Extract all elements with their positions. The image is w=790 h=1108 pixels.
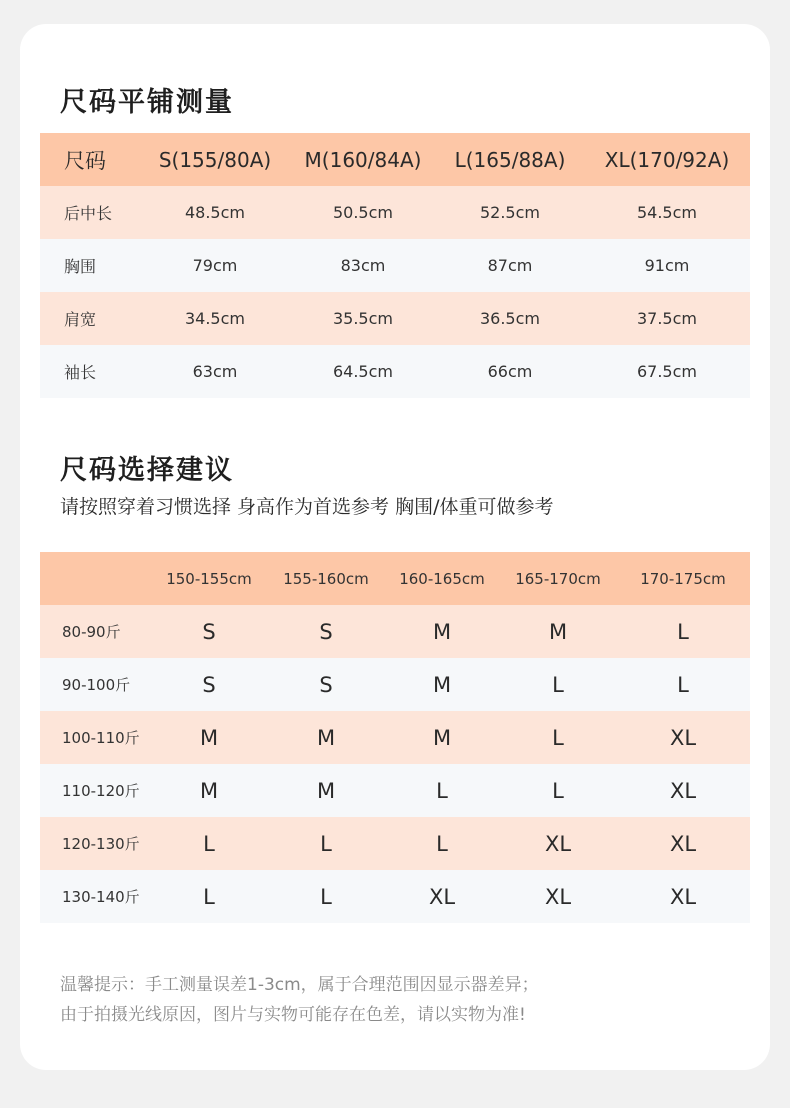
- suggest-header-height: 155-160cm: [283, 569, 369, 588]
- size-cell: L: [320, 884, 332, 909]
- table-cell: 66cm: [487, 362, 533, 381]
- measure-table: [40, 133, 750, 398]
- table-cell: 91cm: [644, 256, 690, 275]
- row-label: 后中长: [64, 204, 113, 223]
- suggest-subtitle: 请按照穿着习惯选择 身高作为首选参考 胸围/体重可做参考: [60, 496, 554, 518]
- table-cell: 67.5cm: [636, 362, 697, 381]
- size-cell: S: [319, 672, 333, 697]
- size-cell: M: [432, 672, 452, 697]
- table-cell: 36.5cm: [479, 309, 540, 328]
- table-row: [40, 658, 750, 711]
- tips-line-1: 温馨提示：手工测量误差1-3cm，属于合理范围因显示器差异；: [60, 975, 539, 995]
- size-cell: M: [432, 725, 452, 750]
- suggest-header-height: 160-165cm: [399, 569, 485, 588]
- size-cell: XL: [669, 725, 697, 750]
- size-cell: M: [316, 778, 336, 803]
- size-cell: XL: [669, 884, 697, 909]
- weight-label: 110-120斤: [62, 782, 140, 800]
- size-cell: M: [548, 619, 568, 644]
- measure-row-sleeve: [40, 345, 750, 398]
- measure-header-xl: XL(170/92A): [604, 147, 730, 172]
- size-cell: L: [552, 672, 564, 697]
- size-cell: S: [202, 619, 216, 644]
- table-cell: 79cm: [192, 256, 238, 275]
- table-cell: 34.5cm: [184, 309, 245, 328]
- suggest-header-height: 170-175cm: [640, 569, 726, 588]
- size-cell: XL: [544, 831, 572, 856]
- table-cell: 35.5cm: [332, 309, 393, 328]
- row-label: 胸围: [64, 257, 97, 276]
- table-cell: 83cm: [340, 256, 386, 275]
- measure-header-row: [40, 133, 750, 186]
- suggest-section-title: 尺码选择建议: [60, 455, 234, 486]
- size-cell: L: [552, 778, 564, 803]
- table-cell: 87cm: [487, 256, 533, 275]
- size-cell: L: [320, 831, 332, 856]
- size-cell: L: [677, 619, 689, 644]
- suggest-header-height: 150-155cm: [166, 569, 252, 588]
- size-cell: L: [436, 831, 448, 856]
- table-cell: 52.5cm: [479, 203, 540, 222]
- table-cell: 50.5cm: [332, 203, 393, 222]
- table-cell: 48.5cm: [184, 203, 245, 222]
- size-cell: XL: [544, 884, 572, 909]
- measure-row-shoulder: [40, 292, 750, 345]
- suggest-table: [40, 552, 750, 923]
- measure-section-title: 尺码平铺测量: [60, 87, 234, 118]
- table-row: [40, 764, 750, 817]
- size-cell: M: [432, 619, 452, 644]
- table-cell: 37.5cm: [636, 309, 697, 328]
- table-cell: 63cm: [192, 362, 238, 381]
- table-row: [40, 817, 750, 870]
- size-cell: XL: [669, 831, 697, 856]
- measure-row-chest: [40, 239, 750, 292]
- size-cell: L: [552, 725, 564, 750]
- row-label: 肩宽: [64, 310, 97, 329]
- tips-line-2: 由于拍摄光线原因，图片与实物可能存在色差，请以实物为准!: [60, 1005, 526, 1025]
- measure-header-s: S(155/80A): [158, 147, 272, 172]
- measure-header-l: L(165/88A): [454, 147, 566, 172]
- table-row: [40, 605, 750, 658]
- suggest-header-corner: [40, 552, 150, 605]
- size-cell: S: [319, 619, 333, 644]
- table-row: [40, 711, 750, 764]
- size-cell: S: [202, 672, 216, 697]
- weight-label: 80-90斤: [62, 623, 121, 641]
- weight-label: 90-100斤: [62, 676, 131, 694]
- size-cell: M: [199, 778, 219, 803]
- tips-note: [60, 970, 539, 1030]
- size-chart-card: [20, 24, 770, 1070]
- weight-label: 130-140斤: [62, 888, 140, 906]
- weight-label: 100-110斤: [62, 729, 140, 747]
- size-cell: L: [436, 778, 448, 803]
- size-cell: L: [203, 831, 215, 856]
- size-cell: L: [203, 884, 215, 909]
- measure-header-m: M(160/84A): [304, 147, 422, 172]
- measure-header-size: 尺码: [64, 148, 106, 173]
- table-cell: 54.5cm: [636, 203, 697, 222]
- suggest-header-row: [40, 552, 750, 605]
- size-cell: M: [316, 725, 336, 750]
- measure-row-back-length: [40, 186, 750, 239]
- size-cell: XL: [669, 778, 697, 803]
- suggest-header-height: 165-170cm: [515, 569, 601, 588]
- size-cell: L: [677, 672, 689, 697]
- size-cell: M: [199, 725, 219, 750]
- weight-label: 120-130斤: [62, 835, 140, 853]
- size-cell: XL: [428, 884, 456, 909]
- table-cell: 64.5cm: [332, 362, 393, 381]
- table-row: [40, 870, 750, 923]
- row-label: 袖长: [64, 363, 97, 382]
